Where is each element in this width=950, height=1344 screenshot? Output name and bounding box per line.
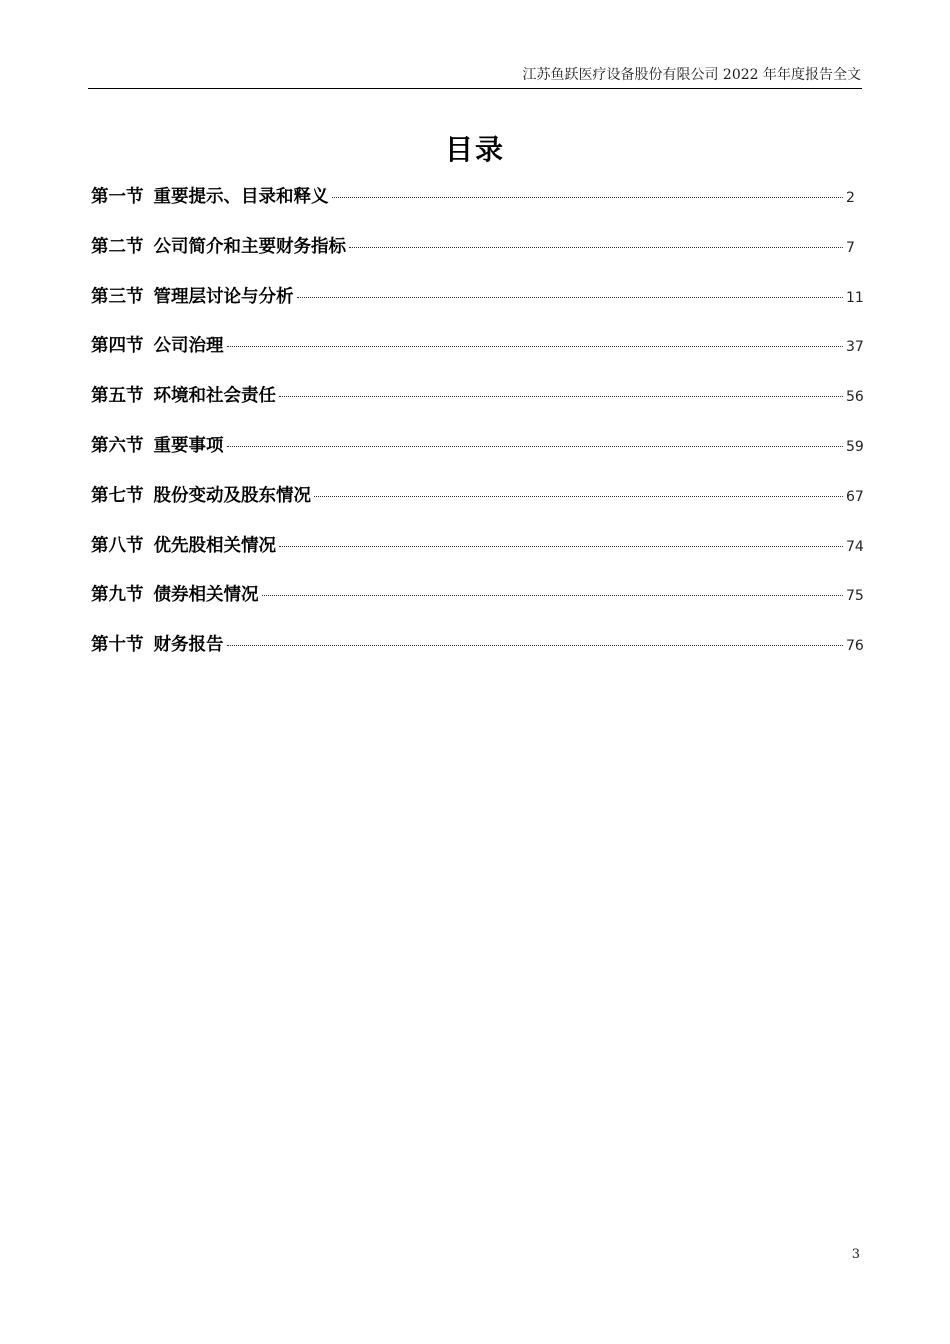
toc-section-number: 第七节 — [91, 485, 144, 506]
dot-leader — [349, 247, 843, 248]
dot-leader — [227, 346, 844, 347]
toc-page-number: 56 — [846, 389, 864, 406]
dot-leader — [227, 446, 844, 447]
dot-leader — [262, 595, 844, 596]
toc-page-number: 59 — [846, 438, 864, 455]
toc-page-number: 2 — [846, 190, 855, 206]
toc-section-number: 第二节 — [91, 236, 144, 257]
dot-leader — [297, 297, 844, 298]
toc-entry[interactable] — [91, 183, 864, 233]
toc-entry[interactable] — [91, 233, 864, 283]
toc-section-title: 重要事项 — [153, 435, 224, 456]
toc-entry[interactable] — [91, 332, 864, 382]
toc-entry[interactable] — [91, 581, 864, 631]
table-of-contents — [91, 183, 864, 681]
toc-section-title: 公司治理 — [153, 336, 224, 357]
toc-section-number: 第八节 — [91, 535, 144, 556]
dot-leader — [332, 197, 844, 198]
toc-page-number: 11 — [846, 289, 864, 306]
toc-page-number: 76 — [846, 638, 864, 655]
page-number: 3 — [851, 1247, 860, 1262]
toc-entry[interactable] — [91, 482, 864, 532]
header-rule — [88, 88, 862, 89]
dot-leader — [227, 645, 844, 646]
toc-section-title: 公司简介和主要财务指标 — [153, 236, 346, 257]
toc-page-number: 37 — [846, 339, 864, 356]
toc-section-number: 第十节 — [91, 635, 144, 656]
toc-section-title: 管理层讨论与分析 — [153, 286, 294, 307]
toc-section-title: 股份变动及股东情况 — [153, 485, 311, 506]
page-header: 江苏鱼跃医疗设备股份有限公司 2022 年年度报告全文 — [522, 67, 861, 83]
toc-section-number: 第三节 — [91, 286, 144, 307]
toc-section-title: 环境和社会责任 — [153, 386, 276, 407]
toc-section-title: 优先股相关情况 — [153, 535, 276, 556]
toc-entry[interactable] — [91, 631, 864, 681]
toc-section-number: 第九节 — [91, 585, 144, 606]
toc-entry[interactable] — [91, 532, 864, 582]
toc-entry[interactable] — [91, 283, 864, 333]
toc-page-number: 74 — [846, 538, 864, 555]
toc-page-number: 75 — [846, 588, 864, 605]
toc-section-number: 第一节 — [91, 187, 144, 207]
toc-section-number: 第六节 — [91, 435, 144, 456]
toc-entry[interactable] — [91, 432, 864, 482]
toc-section-title: 债券相关情况 — [153, 585, 259, 606]
toc-page-number: 67 — [846, 488, 864, 505]
toc-entry[interactable] — [91, 382, 864, 432]
toc-section-number: 第五节 — [91, 386, 144, 407]
toc-page-number: 7 — [846, 239, 855, 256]
toc-section-title: 财务报告 — [153, 635, 224, 656]
toc-heading: 目录 — [444, 133, 505, 166]
dot-leader — [314, 496, 843, 497]
dot-leader — [279, 396, 843, 397]
dot-leader — [279, 546, 843, 547]
toc-section-number: 第四节 — [91, 336, 144, 357]
toc-section-title: 重要提示、目录和释义 — [153, 187, 329, 207]
